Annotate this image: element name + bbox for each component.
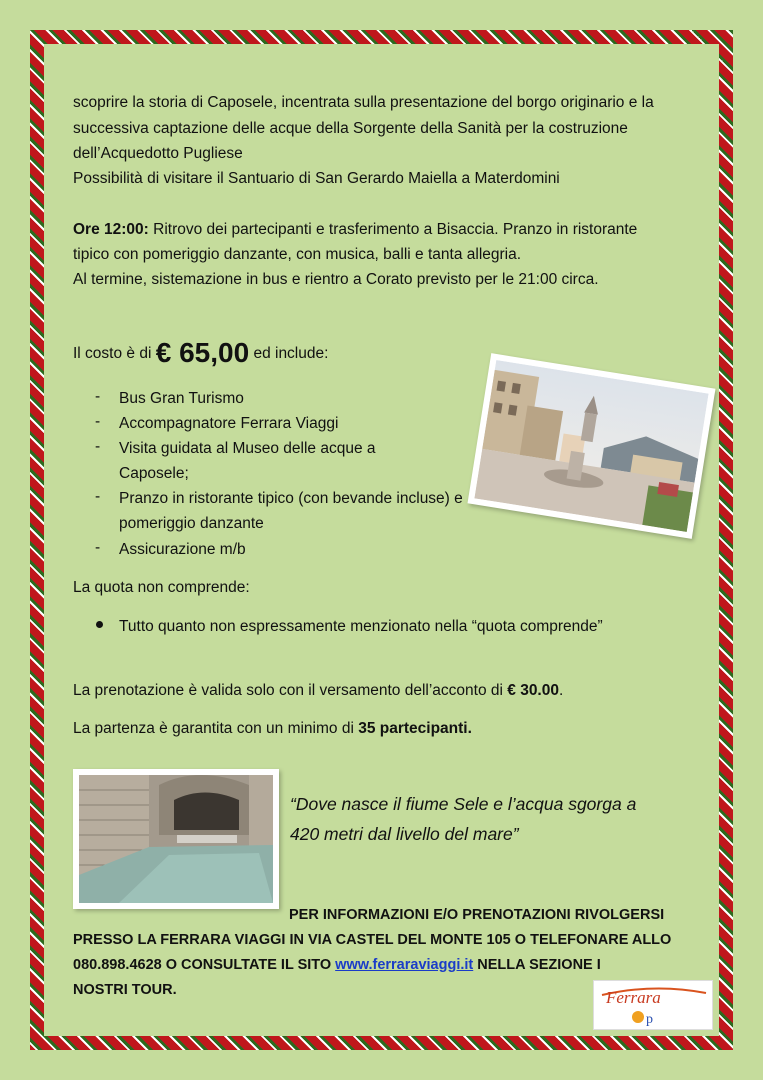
include-item-3: Visita guidata al Museo delle acque a: [119, 440, 376, 457]
include-item-5: Assicurazione m/b: [119, 541, 246, 558]
include-item-1: Bus Gran Turismo: [119, 390, 244, 407]
booking-suffix: .: [558, 682, 564, 699]
cost-price: € 65,00: [155, 337, 250, 368]
booking-line: [73, 678, 563, 703]
info-line-4: NOSTRI TOUR.: [73, 982, 177, 998]
svg-text:p: p: [646, 1012, 653, 1027]
booking-prefix: La prenotazione è valida solo con il versamento dell’acconto di: [73, 682, 508, 699]
include-item-4: Pranzo in ristorante tipico (con bevande incluse) e: [119, 490, 463, 507]
schedule-time: Ore 12:00:: [73, 221, 149, 238]
departure-prefix: La partenza è garantita con un minimo di: [73, 720, 359, 737]
logo-text: Ferrara: [606, 988, 661, 1007]
intro-line-1: scoprire la storia di Caposele, incentrata sulla presentazione del borgo originario e la: [73, 94, 654, 111]
quote-line-2: 420 metri dal livello del mare”: [290, 824, 519, 844]
aqueduct-photo: [73, 769, 279, 909]
include-item-2: Accompagnatore Ferrara Viaggi: [119, 415, 339, 432]
aqueduct-image: [79, 775, 273, 903]
intro-line-3: dell’Acquedotto Pugliese: [73, 145, 243, 162]
cost-prefix: Il costo è di: [73, 345, 156, 362]
exclude-item-1: Tutto quanto non espressamente menzionato nella “quota comprende”: [119, 618, 603, 635]
cost-line: [73, 337, 329, 368]
info-line-3-prefix: 080.898.4628 O CONSULTATE IL SITO: [73, 957, 336, 973]
cost-suffix: ed include:: [249, 345, 329, 362]
ferrara-logo-mark: [594, 981, 712, 1029]
schedule-text-1: Ritrovo dei partecipanti e trasferimento a Bisaccia. Pranzo in ristorante: [148, 221, 638, 238]
list-dash: -: [95, 438, 101, 455]
schedule-line-3: Al termine, sistemazione in bus e rientro a Corato previsto per le 21:00 circa.: [73, 271, 599, 288]
list-dash: -: [95, 488, 101, 505]
list-dash: -: [95, 413, 101, 430]
schedule-line-2: tipico con pomeriggio danzante, con musica, balli e tanta allegria.: [73, 246, 522, 263]
list-dash: -: [95, 539, 101, 556]
intro-line-2: successiva captazione delle acque della Sorgente della Sanità per la costruzione: [73, 120, 628, 137]
town-square-image: [474, 360, 708, 532]
info-line-3-suffix: NELLA SEZIONE I: [473, 957, 601, 973]
website-link[interactable]: www.ferraraviaggi.it: [335, 957, 474, 973]
info-line-2: PRESSO LA FERRARA VIAGGI IN VIA CASTEL DEL MONTE 105 O TELEFONARE ALLO: [73, 932, 672, 948]
intro-line-4: Possibilità di visitare il Santuario di San Gerardo Maiella a Materdomini: [73, 170, 560, 187]
include-item-4-cont: pomeriggio danzante: [119, 515, 264, 532]
departure-count: 35 partecipanti.: [358, 720, 472, 737]
booking-amount: € 30.00: [507, 682, 559, 699]
list-dash: -: [95, 388, 101, 405]
bullet-dot-icon: [96, 621, 103, 628]
departure-line: [73, 716, 472, 741]
schedule-line-1: [73, 217, 637, 242]
info-line-3: [73, 953, 601, 978]
ferrara-logo: [593, 980, 713, 1030]
include-item-3-cont: Caposele;: [119, 465, 189, 482]
excludes-heading: La quota non comprende:: [73, 579, 250, 596]
info-line-1: PER INFORMAZIONI E/O PRENOTAZIONI RIVOLGERSI: [289, 907, 665, 923]
quote-line-1: “Dove nasce il fiume Sele e l’acqua sgorga a: [290, 794, 637, 814]
